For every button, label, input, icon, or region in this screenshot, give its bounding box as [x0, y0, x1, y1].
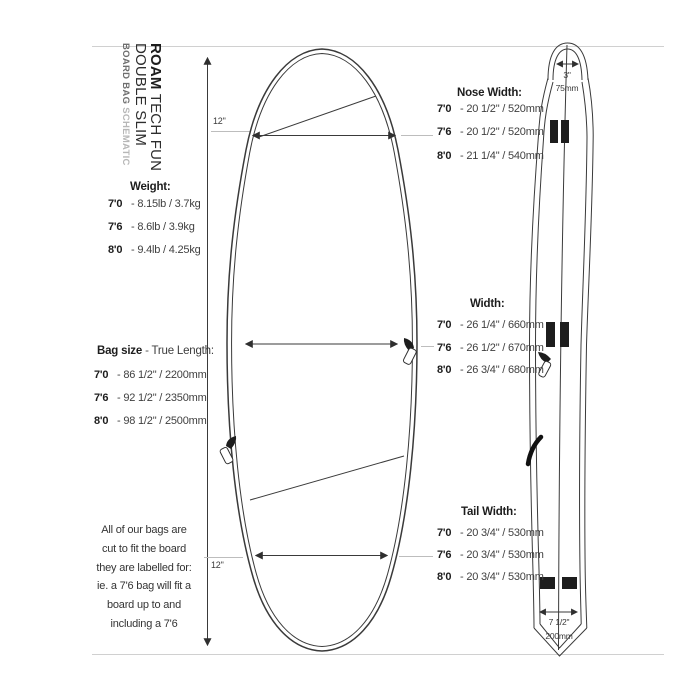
- nose-width-row: [437, 103, 544, 115]
- board-outline-inner: [232, 54, 413, 647]
- size-label: 7'6: [108, 221, 123, 233]
- size-label: 7'0: [437, 527, 452, 539]
- side-tail-dim-inch-label: 7 1/2": [548, 617, 570, 627]
- strap-top-right: [561, 120, 569, 143]
- board-outline-outer: [227, 49, 417, 651]
- note-line: including a 7'6: [110, 617, 178, 630]
- nose-width-header: Nose Width:: [457, 87, 522, 99]
- size-value: - 86 1/2" / 2200mm: [117, 369, 207, 381]
- note-line: All of our bags are: [101, 524, 187, 536]
- size-value: - 26 1/4" / 660mm: [460, 319, 544, 331]
- size-value: - 98 1/2" / 2500mm: [117, 415, 207, 427]
- size-value: - 26 3/4" / 680mm: [460, 364, 544, 376]
- size-label: 7'0: [437, 319, 452, 331]
- size-value: - 20 3/4" / 530mm: [460, 527, 544, 539]
- size-label: 7'6: [437, 342, 452, 354]
- size-label: 8'0: [437, 571, 452, 583]
- tail-width-row: [437, 527, 544, 539]
- tail-width-row: [437, 571, 544, 583]
- size-value: - 21 1/4" / 540mm: [460, 150, 544, 162]
- size-value: - 20 1/2" / 520mm: [460, 126, 544, 138]
- zipper-pull-right-icon: [403, 347, 417, 365]
- size-label: 8'0: [94, 415, 109, 427]
- tail-width-header: Tail Width:: [461, 506, 517, 518]
- side-tail-dim-mm-label: 200mm: [545, 631, 573, 641]
- size-label: 7'0: [108, 198, 123, 210]
- strap-top-left: [550, 120, 558, 143]
- size-label: 8'0: [437, 364, 452, 376]
- title-line-2: DOUBLE SLIM: [132, 43, 149, 147]
- side-nose-dim-inch-label: 3": [563, 70, 571, 80]
- width-header: Width:: [470, 298, 505, 310]
- brand-name: ROAM: [147, 43, 164, 90]
- size-label: 7'6: [94, 392, 109, 404]
- size-value: - 9.4lb / 4.25kg: [131, 244, 201, 256]
- nose-width-row: [437, 150, 544, 162]
- size-label: 7'6: [437, 549, 452, 561]
- note-line: board up to and: [106, 599, 182, 612]
- size-value: - 20 1/2" / 520mm: [460, 103, 544, 115]
- side-right-outer: [585, 78, 593, 628]
- strap-mid-right: [560, 322, 569, 347]
- size-value: - 20 3/4" / 530mm: [460, 549, 544, 561]
- size-value: - 26 1/2" / 670mm: [460, 342, 544, 354]
- weight-header: Weight:: [130, 181, 171, 193]
- tail-width-row: [437, 549, 544, 561]
- nose-zip-seam: [259, 96, 376, 137]
- size-label: 8'0: [437, 150, 452, 162]
- size-label: 7'6: [437, 126, 452, 138]
- front-tail-dim-label: 12": [211, 560, 224, 570]
- note-line: they are labelled for:: [96, 561, 192, 574]
- size-value: - 92 1/2" / 2350mm: [117, 392, 207, 404]
- title-line-3: BOARD BAG SCHEMATIC: [120, 43, 131, 166]
- note-line: ie. a 7'6 bag will fit a: [97, 580, 191, 593]
- size-value: - 20 3/4" / 530mm: [460, 571, 544, 583]
- width-row: [437, 364, 544, 376]
- tail-zip-seam: [250, 456, 404, 500]
- size-label: 7'0: [437, 103, 452, 115]
- note-line: cut to fit the board: [101, 542, 187, 555]
- front-nose-dim-label: 12": [213, 116, 226, 126]
- strap-mid-left: [546, 322, 555, 347]
- width-row: [437, 342, 544, 354]
- size-value: - 8.15lb / 3.7kg: [131, 198, 201, 210]
- bag-size-header: Bag size - True Length:: [97, 345, 214, 357]
- size-label: 7'0: [94, 369, 109, 381]
- strap-bottom-right: [562, 577, 577, 589]
- side-nose-dim-mm-label: 75mm: [555, 83, 579, 93]
- size-label: 8'0: [108, 244, 123, 256]
- title-line-1: ROAM TECH FUN: [147, 43, 164, 172]
- size-value: - 8.6lb / 3.9kg: [131, 221, 195, 233]
- nose-width-row: [437, 126, 544, 138]
- width-row: [437, 319, 544, 331]
